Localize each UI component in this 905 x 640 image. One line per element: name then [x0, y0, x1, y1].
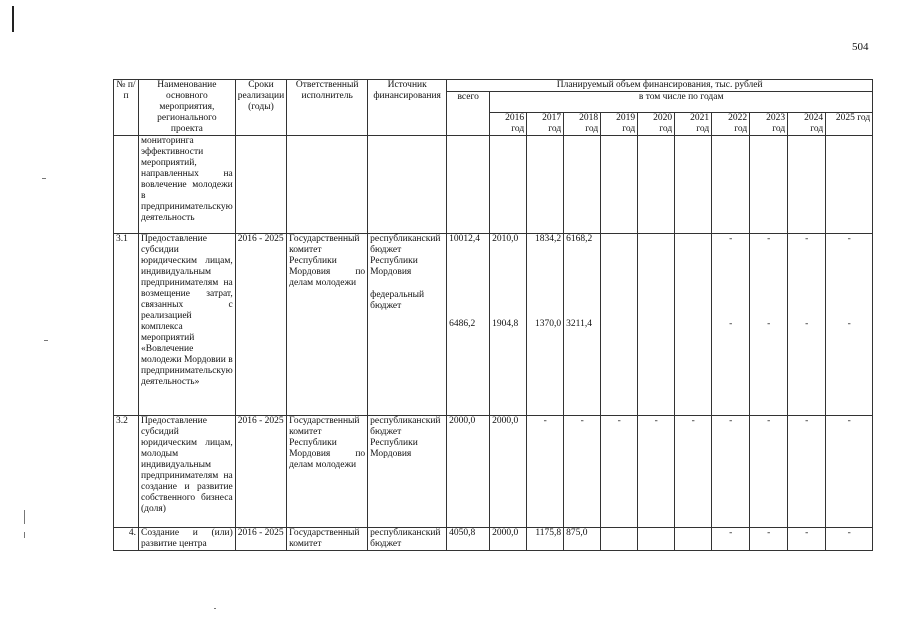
dash: - [729, 319, 733, 329]
header-total: всего [447, 92, 490, 136]
row-y2025 [826, 234, 873, 416]
header-year: 2025 год [826, 113, 873, 136]
table-row [114, 234, 873, 416]
header-year: 2018 год [564, 113, 601, 136]
row-source [368, 234, 447, 416]
header-by-years: в том числе по годам [490, 92, 873, 113]
header-year: 2023 год [750, 113, 788, 136]
row-y2017: 1175,8 [527, 528, 564, 551]
row-terms: 2016 - 2025 [235, 416, 286, 528]
header-source: Источник финансирования [368, 80, 447, 136]
value-regional: 2010,0 [492, 234, 519, 244]
row-executor: Государственный комитет Республики Мордовия по делам молодежи [287, 234, 368, 416]
row-y2016: 2000,0 [490, 416, 527, 528]
dash: - [847, 234, 851, 244]
scan-speck [24, 532, 25, 538]
table-row [114, 136, 873, 234]
dash: - [788, 416, 826, 528]
value-regional: 1834,2 [535, 234, 562, 244]
header-year: 2016 год [490, 113, 527, 136]
row-source: республиканский бюджет [368, 528, 447, 551]
value-federal: 1904,8 [492, 319, 519, 329]
page-number: 504 [852, 41, 869, 53]
dash: - [527, 416, 564, 528]
dash: - [729, 234, 733, 244]
table-row [114, 416, 873, 528]
source-regional: республиканский бюджет Республики Мордовия [370, 234, 441, 277]
header-terms: Сроки реализации (годы) [235, 80, 286, 136]
header-name: Наименование основного мероприятия, регионального проекта [139, 80, 236, 136]
total-federal: 6486,2 [449, 319, 476, 329]
dash: - [750, 528, 788, 551]
dash: - [750, 416, 788, 528]
row-name: Предоставление субсидий юридическим лицам, молодым индивидуальным предпринимателям на создание и развитие собственного бизнеса (доля) [139, 416, 236, 528]
header-year: 2022 год [712, 113, 750, 136]
header-year: 2020 год [638, 113, 675, 136]
header-year: 2024 год [788, 113, 826, 136]
row-total: 2000,0 [447, 416, 490, 528]
header-executor: Ответственный исполнитель [287, 80, 368, 136]
row-y2017 [527, 234, 564, 416]
dash: - [638, 416, 675, 528]
value-regional: 6168,2 [566, 234, 593, 244]
row-y2022 [712, 234, 750, 416]
row-name: Предоставление субсидии юридическим лицам, индивидуальным предпринимателям на возмещение затрат, связанных с реализацией комплекса мероприятий «Вовлечение молодежи Мордовии в предпринимательскую деятельность» [139, 234, 236, 416]
value-federal: 3211,4 [566, 319, 592, 329]
dash: - [826, 528, 873, 551]
row-y2016: 2000,0 [490, 528, 527, 551]
header-year: 2021 год [675, 113, 712, 136]
row-number: 3.1 [114, 234, 139, 416]
dash: - [767, 234, 771, 244]
value-federal: 1370,0 [535, 319, 562, 329]
row-y2018 [564, 234, 601, 416]
row-y2024 [788, 234, 826, 416]
dash: - [767, 319, 771, 329]
row-terms: 2016 - 2025 [235, 528, 286, 551]
financing-table [113, 79, 873, 551]
row-number: 3.2 [114, 416, 139, 528]
row-number: 4. [114, 528, 139, 551]
dash: - [826, 416, 873, 528]
row-executor: Государственный комитет Республики Мордовия по делам молодежи [287, 416, 368, 528]
header-num: № п/ п [114, 80, 139, 136]
scan-edge-mark [12, 6, 14, 32]
row-executor: Государственный комитет [287, 528, 368, 551]
header-row [114, 80, 873, 92]
dash: - [601, 416, 638, 528]
row-name: Создание и (или) развитие центра [139, 528, 236, 551]
row-y2016 [490, 234, 527, 416]
scan-speck [24, 510, 25, 524]
row-source: республиканский бюджет Республики Мордовия [368, 416, 447, 528]
dash: - [564, 416, 601, 528]
total-regional: 10012,4 [449, 234, 481, 244]
dash: - [805, 319, 809, 329]
dash: - [675, 416, 712, 528]
row-name: мониторинга эффективности мероприятий, направленных на вовлечение молодежи в предпринимательскую деятельность [139, 136, 236, 234]
dash: - [712, 416, 750, 528]
dash: - [847, 319, 851, 329]
row-total: 4050,8 [447, 528, 490, 551]
dash: - [805, 234, 809, 244]
row-total [447, 234, 490, 416]
dash: - [788, 528, 826, 551]
source-federal: федеральный бюджет [370, 290, 425, 311]
dash: - [712, 528, 750, 551]
row-y2018: 875,0 [564, 528, 601, 551]
header-year: 2017 год [527, 113, 564, 136]
header-planned: Планируемый объем финансирования, тыс. рублей [447, 80, 873, 92]
row-y2023 [750, 234, 788, 416]
scan-speck [214, 608, 216, 609]
scan-speck [44, 340, 48, 341]
header-year: 2019 год [601, 113, 638, 136]
row-terms: 2016 - 2025 [235, 234, 286, 416]
scan-speck [42, 178, 46, 179]
table-row [114, 528, 873, 551]
